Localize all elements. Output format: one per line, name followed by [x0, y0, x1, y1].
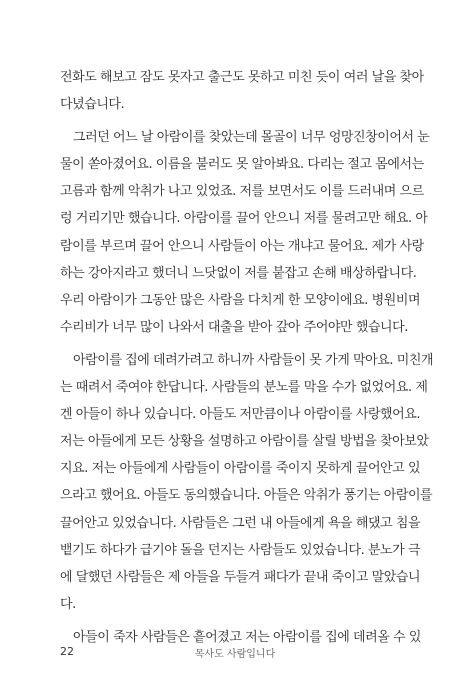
text-line: 끌어안고 있었습니다. 사람들은 그런 내 아들에게 욕을 해댔고 침을 [60, 515, 421, 531]
text-line: 수리비가 너무 많이 나와서 대출을 받아 갚아 주어야만 했습니다. [60, 319, 408, 335]
text-line: 아들이 죽자 사람들은 흩어졌고 저는 아람이를 집에 데려올 수 있 [73, 629, 421, 645]
text-line: 물이 쏟아졌어요. 이름을 불러도 못 알아봐요. 다리는 절고 몸에서는 [60, 157, 424, 173]
text-line: 렁 거리기만 했습니다. 아람이를 끌어 안으니 저를 물려고만 해요. 아 [60, 211, 428, 227]
text-line: 고름과 함께 악취가 나고 있었죠. 저를 보면서도 이를 드러내며 으르 [60, 184, 424, 200]
text-line: 우리 아람이가 그동안 많은 사람을 다치게 한 모양이에요. 병원비며 [60, 292, 421, 308]
text-line: 아람이를 집에 데려가려고 하니까 사람들이 못 가게 막아요. 미친개 [73, 352, 434, 368]
text-line: 뱉기도 하다가 급기야 돌을 던지는 사람들도 있었습니다. 분노가 극 [60, 542, 421, 558]
text-line: 그러던 어느 날 아람이를 찾았는데 몰골이 너무 엉망진창이어서 눈 [73, 130, 430, 146]
text-line: 으라고 했어요. 아들도 동의했습니다. 아들은 악취가 풍기는 아람이를 [60, 488, 433, 504]
text-line: 겐 아들이 하나 있습니다. 아들도 저만큼이나 아람이를 사랑했어요. [60, 407, 421, 423]
text-line: 다녔습니다. [60, 97, 125, 113]
text-line: 는 때려서 죽여야 한답니다. 사람들의 분노를 막을 수가 없었어요. 제 [60, 380, 428, 396]
body-text [60, 64, 434, 651]
text-line: 저는 아들에게 모든 상황을 설명하고 아람이를 살릴 방법을 찾아보았 [60, 434, 429, 450]
text-line: 에 달했던 사람들은 제 아들을 두들겨 패다가 끝내 죽이고 말았습니 [60, 569, 421, 585]
page-number: 22 [60, 645, 74, 658]
text-line: 하는 강아지라고 했더니 느닷없이 저를 붙잡고 손해 배상하랍니다. [60, 265, 417, 281]
text-line: 지요. 저는 아들에게 사람들이 아람이를 죽이지 못하게 끌어안고 있 [60, 461, 421, 477]
text-line: 람이를 부르며 끌어 안으니 사람들이 아는 개냐고 물어요. 제가 사랑 [60, 238, 424, 254]
text-line: 다. [60, 596, 76, 612]
running-footer-title: 목사도 사람입니다 [194, 649, 276, 660]
text-line: 전화도 해보고 잠도 못자고 출근도 못하고 미친 듯이 여러 날을 찾아 [60, 70, 424, 85]
